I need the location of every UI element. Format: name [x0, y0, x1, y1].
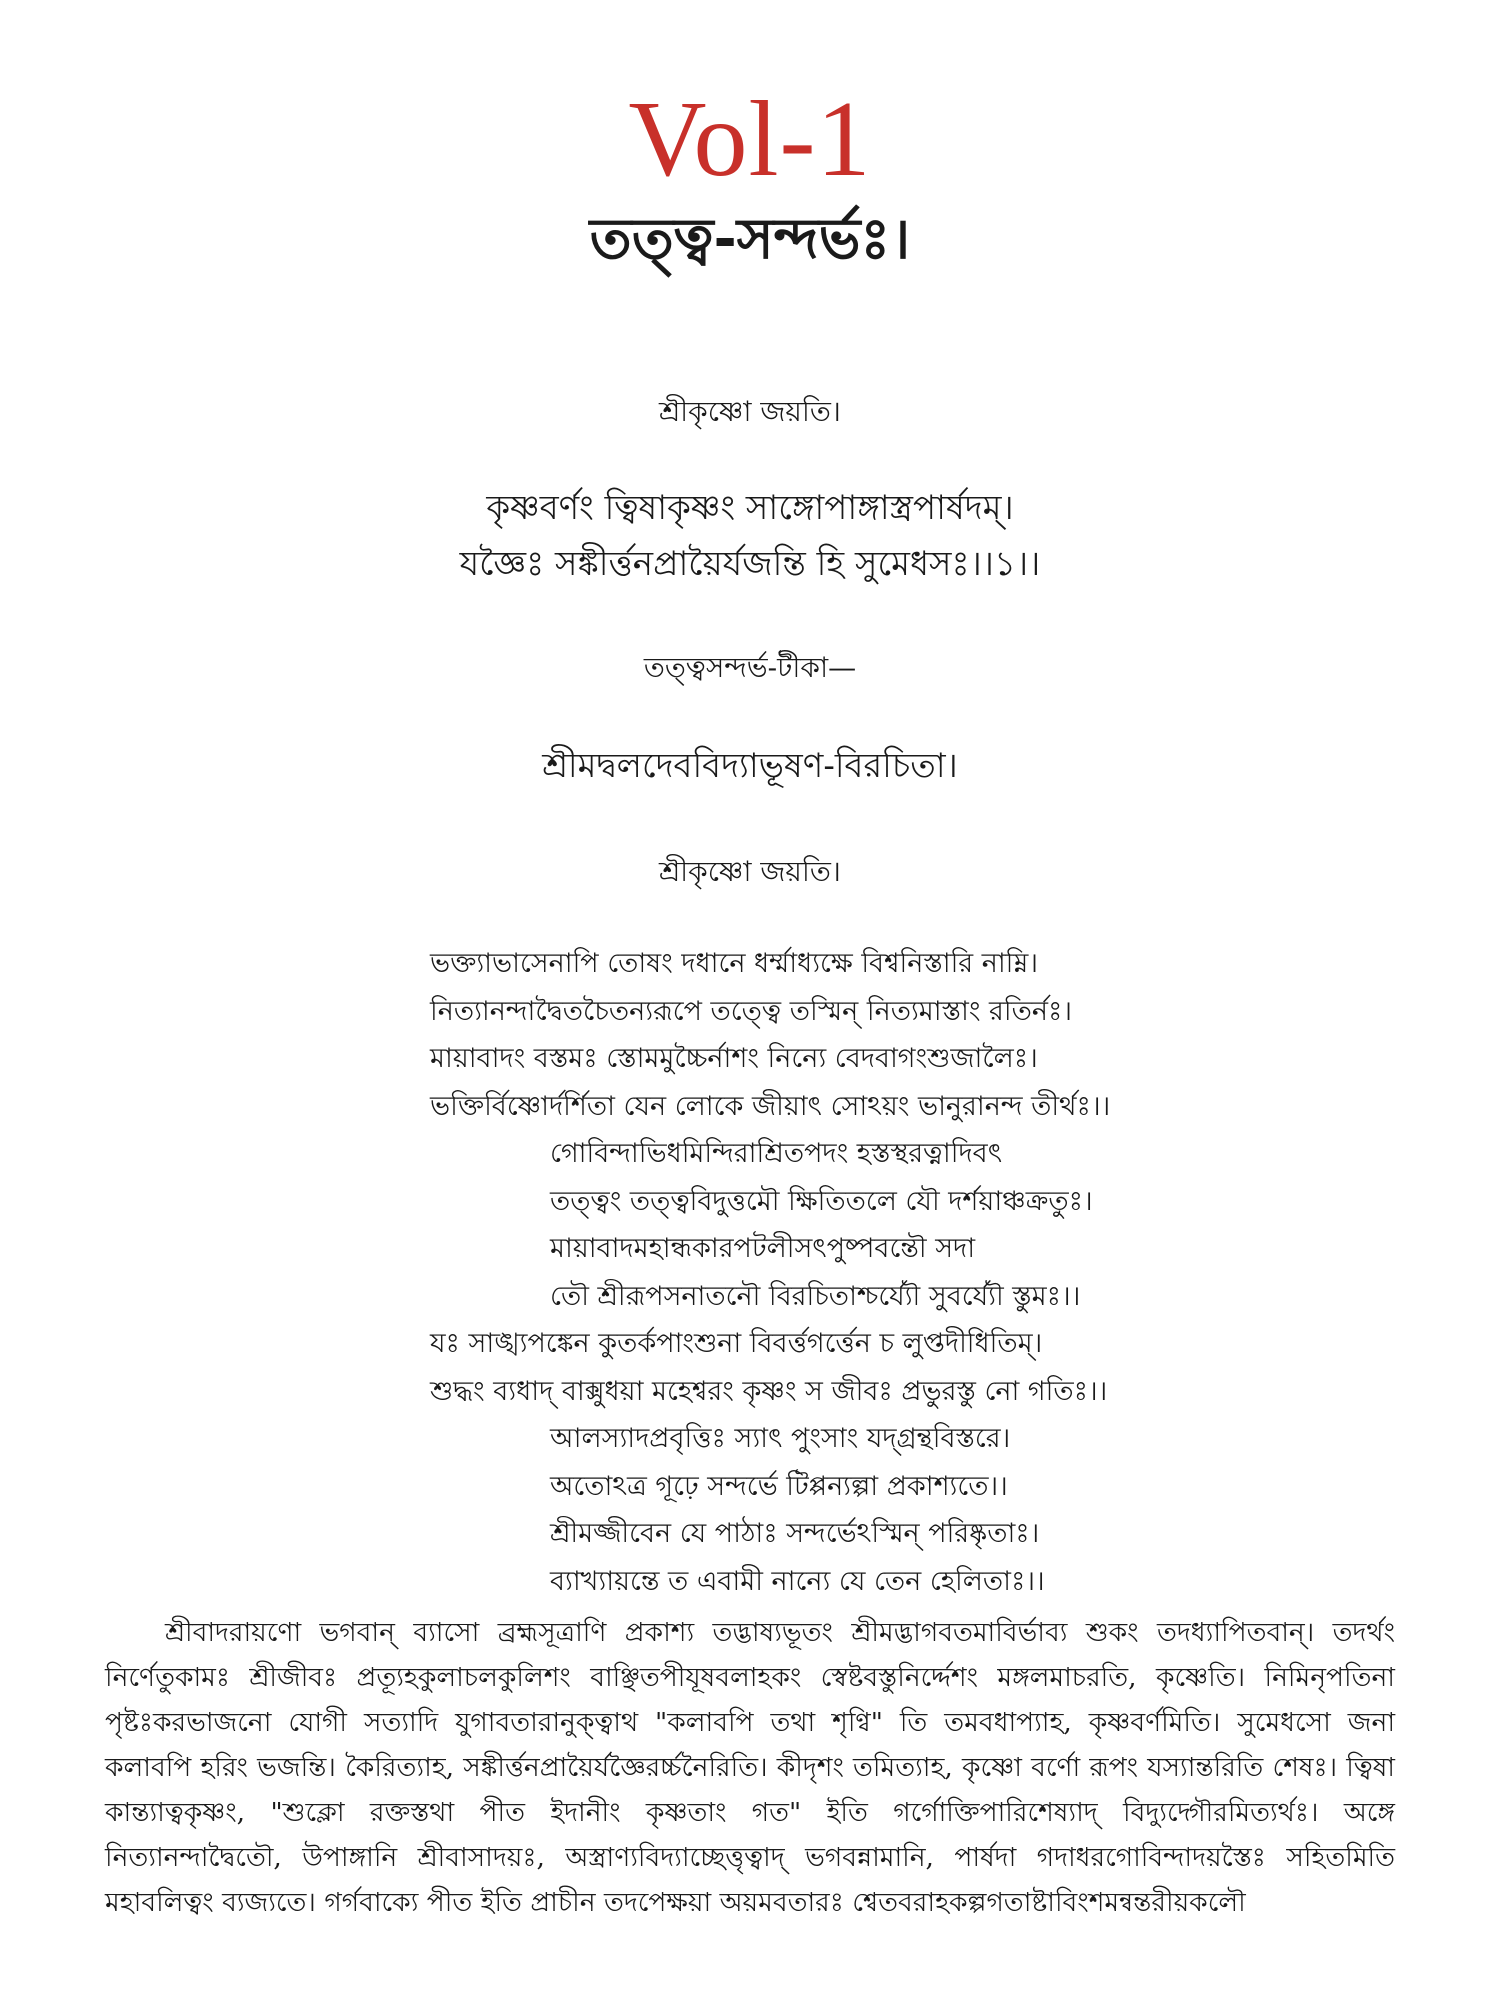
commentary-author: শ্রীমদ্বলদেববিদ্যাভূষণ-বিরচিতা।	[542, 746, 958, 786]
page-title: তত্ত্ব-সন্দর্ভঃ।	[589, 207, 911, 272]
verse-group-4	[550, 1415, 1045, 1605]
main-verse-line: যজ্ঞৈঃ সঙ্কীর্ত্তনপ্রায়ৈর্যজন্তি হি সুমেধসঃ।।১।।	[459, 544, 1041, 584]
verse-line: ব্যাখ্যায়ন্তে ত এবামী নান্যে যে তেন হেলিতাঃ।।	[550, 1565, 1045, 1597]
verse-line: তৌ শ্রীরূপসনাতনৌ বিরচিতাশ্চর্য্যৌ সুবর্য্যৌ স্তুমঃ।।	[550, 1280, 1081, 1312]
verse-line: তত্ত্বং তত্ত্ববিদুত্তমৌ ক্ষিতিতলে যৌ দর্শয়াঞ্চক্রতুঃ।	[550, 1185, 1093, 1217]
verse-line: শ্রীমজ্জীবেন যে পাঠাঃ সন্দর্ভেঽস্মিন্ পরিষ্কৃতাঃ।	[550, 1518, 1040, 1549]
main-verse	[0, 480, 1500, 592]
verse-group-1	[430, 940, 1110, 1130]
verse-line: ভক্ত্যাভাসেনাপি তোষং দধানে ধর্ম্মাধ্যক্ষে বিশ্বনিস্তারি নাম্নি।	[430, 948, 1038, 979]
verse-line: মায়াবাদমহান্ধকারপটলীসৎপুষ্পবন্তৌ সদা	[550, 1233, 976, 1264]
volume-label: Vol-1	[628, 80, 872, 199]
verse-line: যঃ সাঙ্খ্যপঙ্কেন কুতর্কপাংশুনা বিবর্ত্তগর্ত্তেন চ লুপ্তদীধিতিম্।	[430, 1328, 1043, 1359]
verse-line: আলস্যাদপ্রবৃত্তিঃ স্যাৎ পুংসাং যদ্গ্রন্থবিস্তরে।	[550, 1423, 1011, 1454]
invocation-top: শ্রীকৃষ্ণো জয়তি।	[659, 395, 841, 428]
main-verse-line: কৃষ্ণবর্ণং ত্বিষাকৃষ্ণং সাঙ্গোপাঙ্গাস্ত্রপার্ষদম্।	[486, 488, 1014, 528]
verse-line: নিত্যানন্দাদ্বৈতচৈতন্যরূপে তত্ত্বে তস্মিন্ নিত্যমাস্তাং রতির্নঃ।	[430, 995, 1073, 1027]
verse-line: অতোঽত্র গূঢ়ে সন্দর্ভে টিপ্পন্যল্পা প্রকাশ্যতে।।	[550, 1470, 1008, 1502]
verse-group-3	[430, 1320, 1107, 1415]
commentary-heading: তত্ত্বসন্দর্ভ-টীকা—	[643, 651, 857, 684]
commentary-prose: শ্রীবাদরায়ণো ভগবান্ ব্যাসো ব্রহ্মসূত্রাণি প্রকাশ্য তদ্ভাষ্যভূতং শ্রীমদ্ভাগবতমাবির্ভাব্য শুকং তদধ্যাপিতবান্। তদর্থং নির্ণেতুকামঃ শ্রীজীবঃ প্রত্যূহকুলাচলকুলিশং বাঞ্ছিতপীযূষবলাহকং স্বেষ্টবস্তুনির্দ্দেশং মঙ্গলমাচরতি, কৃষ্ণেতি। নিমিনৃপতিনা পৃষ্টঃকরভাজনো যোগী সত্যাদি যুগাবতারানুক্ত্বাথ "কলাবপি তথা শৃণ্বি" তি তমবধাপ্যাহ, কৃষ্ণবর্ণমিতি। সুমেধসো জনা কলাবপি হরিং ভজন্তি। কৈরিত্যাহ, সঙ্কীর্ত্তনপ্রায়ৈর্যজ্ঞৈরর্চ্চনৈরিতি। কীদৃশং তমিত্যাহ, কৃষ্ণো বর্ণো রূপং যস্যান্তরিতি শেষঃ। ত্বিষা কান্ত্যাত্বকৃষ্ণং, "শুক্লো রক্তস্তথা পীত ইদানীং কৃষ্ণতাং গত" ইতি গর্গোক্তিপারিশেষ্যাদ্ বিদ্যুদ্গৌরমিত্যর্থঃ। অঙ্গে নিত্যানন্দাদ্বৈতৌ, উপাঙ্গানি শ্রীবাসাদয়ঃ, অস্ত্রাণ্যবিদ্যাচ্ছেত্তৃত্বাদ্ ভগবন্নামানি, পার্ষদা গদাধরগোবিন্দাদয়স্তৈঃ সহিতমিতি মহাবলিত্বং ব্যজ্যতে। গর্গবাক্যে পীত ইতি প্রাচীন তদপেক্ষয়া অয়মবতারঃ শ্বেতবরাহকল্পগতাষ্টাবিংশমন্বন্তরীয়কলৌ	[105, 1617, 1395, 1918]
verse-group-2	[550, 1130, 1093, 1320]
verse-line: মায়াবাদং বস্তমঃ স্তোমমুচ্চৈর্নাশং নিন্যে বেদবাগংশুজালৈঃ।	[430, 1043, 1038, 1074]
verse-line: গোবিন্দাভিধমিন্দিরাশ্রিতপদং হস্তস্থরত্নাদিবৎ	[550, 1138, 1003, 1169]
verse-line: শুদ্ধং ব্যধাদ্ বাক্সুধয়া মহেশ্বরং কৃষ্ণং স জীবঃ প্রভুরস্তু নো গতিঃ।।	[430, 1375, 1108, 1407]
verse-line: ভক্তির্বিষ্ণোর্দর্শিতা যেন লোকে জীয়াৎ সোঽয়ং ভানুরানন্দ তীর্থঃ।।	[430, 1090, 1111, 1122]
invocation-second: শ্রীকৃষ্ণো জয়তি।	[659, 855, 841, 888]
